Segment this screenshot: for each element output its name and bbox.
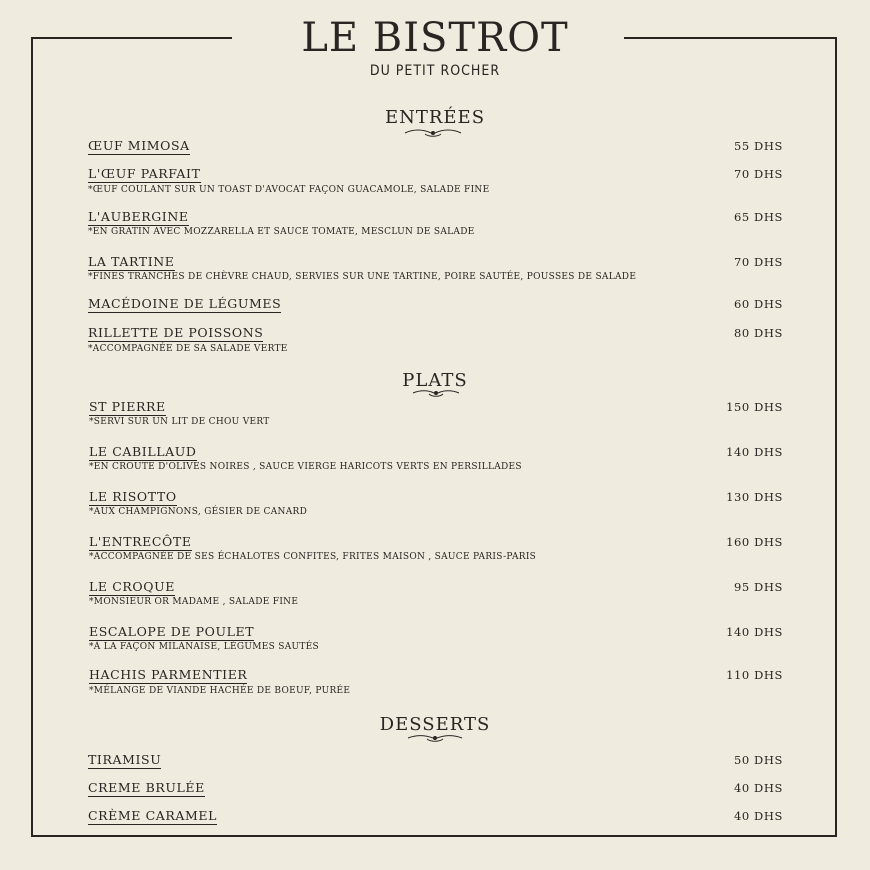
menu-item-price: 70 DHS (733, 167, 783, 181)
menu-item-name: ST PIERRE (89, 399, 166, 414)
menu-item-price: 65 DHS (733, 210, 783, 224)
flourish-ornament-icon (411, 389, 461, 398)
menu-item-description: *EN GRATIN AVEC MOZZARELLA ET SAUCE TOMATE, MESCLUN DE SALADE (88, 227, 475, 237)
menu-item-name: LA TARTINE (88, 254, 175, 269)
menu-item-name: LE RISOTTO (89, 489, 177, 504)
menu-item-price: 140 DHS (726, 445, 783, 459)
menu-item-name: L'ENTRECÔTE (89, 534, 192, 549)
restaurant-subtitle: DU PETIT ROCHER (369, 63, 501, 79)
menu-item-name: HACHIS PARMENTIER (89, 667, 248, 682)
menu-item-price: 40 DHS (733, 809, 783, 823)
menu-item-description: *MÉLANGE DE VIANDE HACHÉE DE BOEUF, PURÉE (89, 686, 351, 696)
menu-item-description: *AUX CHAMPIGNONS, GÉSIER DE CANARD (89, 507, 308, 517)
menu-item-price: 130 DHS (726, 490, 783, 504)
menu-item-name: ESCALOPE DE POULET (89, 624, 255, 639)
menu-item-name: LE CROQUE (89, 579, 175, 594)
section-heading-plats: PLATS (402, 370, 468, 391)
menu-item-name: L'ŒUF PARFAIT (88, 166, 201, 181)
restaurant-title: LE BISTROT (301, 15, 569, 61)
section-heading-desserts: DESSERTS (379, 714, 491, 735)
menu-item-description: *ACCOMPAGNÉE DE SES ÉCHALOTES CONFITES, FRITES MAISON , SAUCE PARIS-PARIS (89, 552, 537, 562)
menu-item-price: 95 DHS (733, 580, 783, 594)
menu-item-description: *MONSIEUR OR MADAME , SALADE FINE (89, 597, 299, 607)
menu-item-price: 160 DHS (726, 535, 783, 549)
menu-item-name: RILLETTE DE POISSONS (88, 325, 264, 340)
menu-item-description: *À LA FAÇON MILANAISE, LÉGUMES SAUTÉS (89, 642, 320, 652)
menu-item-name: MACÉDOINE DE LÉGUMES (88, 296, 282, 311)
menu-item-description: *ŒUF COULANT SUR UN TOAST D'AVOCAT FAÇON GUACAMOLE, SALADE FINE (88, 185, 490, 195)
menu-item-name: TIRAMISU (88, 752, 162, 767)
menu-item-price: 80 DHS (733, 326, 783, 340)
menu-item-description: *SERVI SUR UN LIT DE CHOU VERT (89, 417, 270, 427)
menu-item-price: 70 DHS (733, 255, 783, 269)
menu-item-price: 140 DHS (726, 625, 783, 639)
menu-item-name: LE CABILLAUD (89, 444, 197, 459)
menu-item-name: CREME BRULÉE (88, 780, 205, 795)
flourish-ornament-icon (406, 734, 464, 743)
menu-item-price: 55 DHS (733, 139, 783, 153)
menu-item-price: 110 DHS (726, 668, 783, 682)
menu-item-price: 50 DHS (733, 753, 783, 767)
menu-item-description: *EN CROUTE D'OLIVES NOIRES , SAUCE VIERGE HARICOTS VERTS EN PERSILLADES (89, 462, 522, 472)
menu-item-price: 60 DHS (733, 297, 783, 311)
menu-item-name: ŒUF MIMOSA (88, 138, 190, 153)
flourish-ornament-icon (403, 128, 463, 138)
menu-item-name: L'AUBERGINE (88, 209, 189, 224)
section-heading-entrees: ENTRÉES (384, 107, 486, 128)
menu-item-price: 150 DHS (726, 400, 783, 414)
menu-item-price: 40 DHS (733, 781, 783, 795)
menu-item-name: CRÈME CARAMEL (88, 808, 218, 823)
menu-item-description: *FINES TRANCHES DE CHÈVRE CHAUD, SERVIES SUR UNE TARTINE, POIRE SAUTÉE, POUSSES DE SALADE (88, 272, 637, 282)
menu-item-description: *ACCOMPAGNÉE DE SA SALADE VERTE (88, 344, 288, 354)
